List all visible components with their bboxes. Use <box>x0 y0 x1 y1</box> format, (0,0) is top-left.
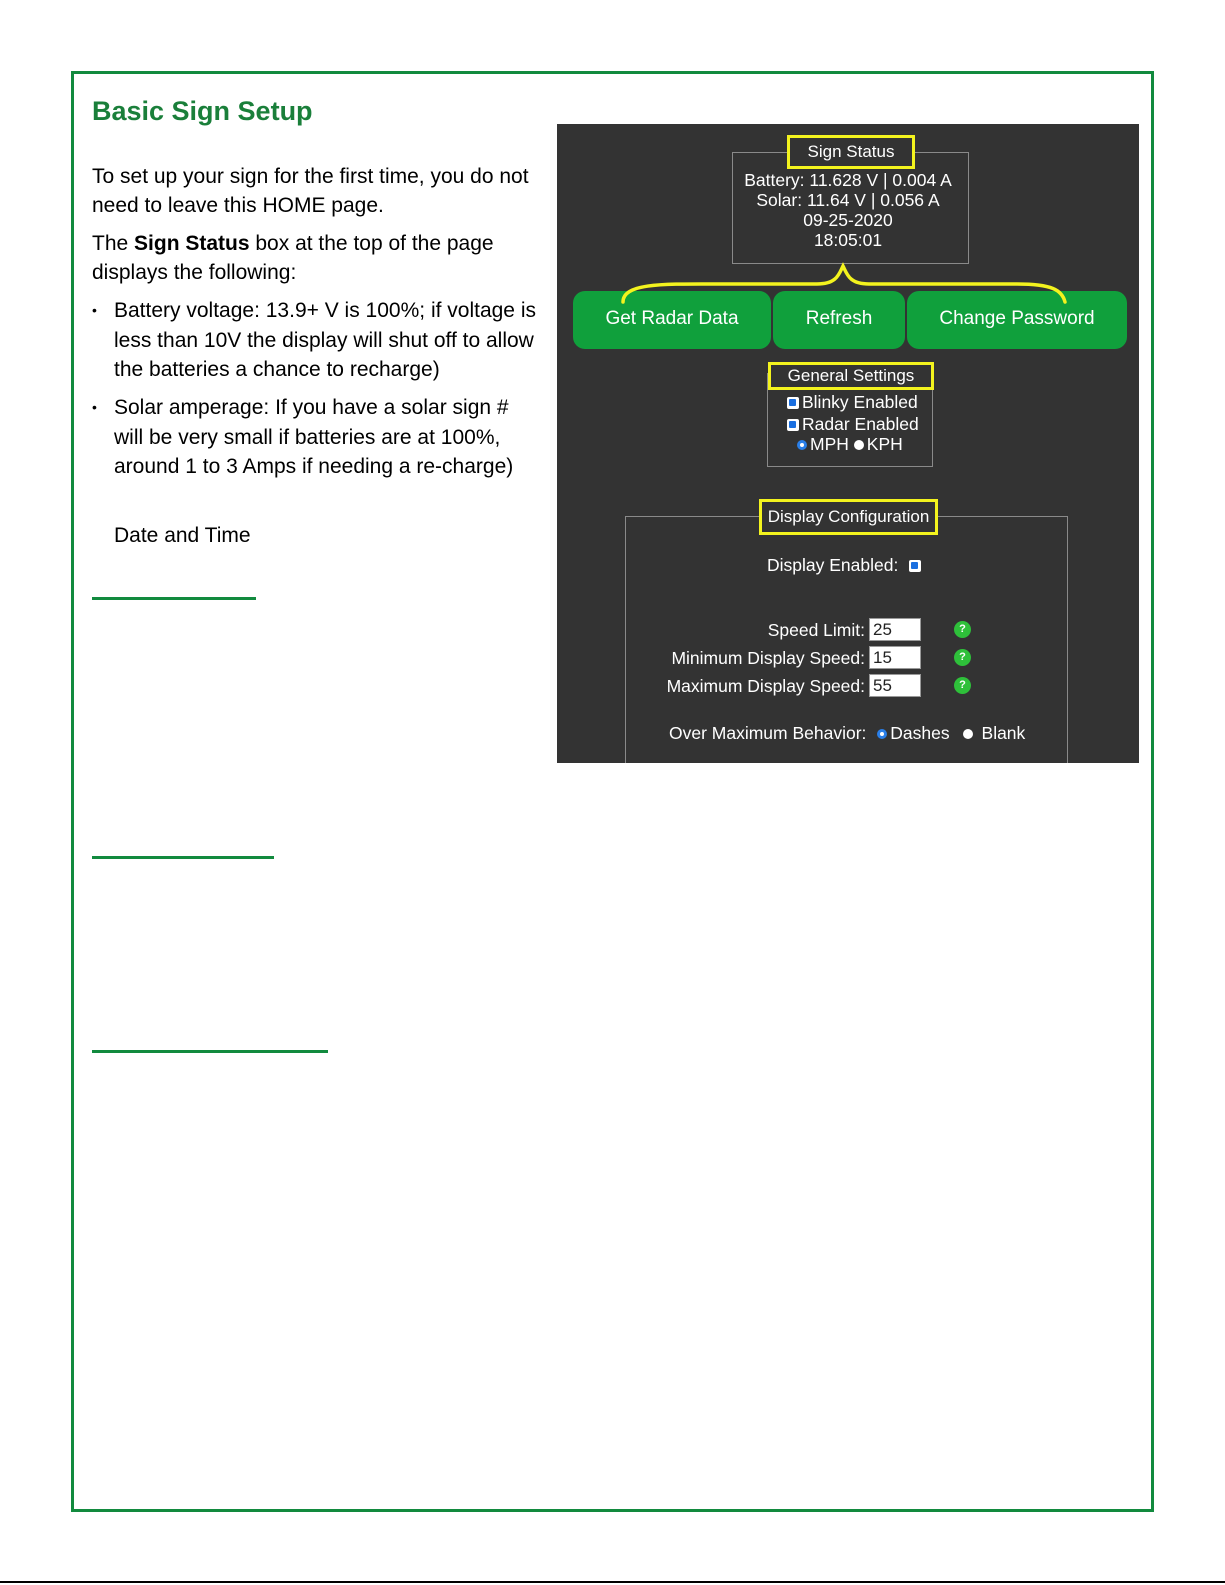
min-speed-input[interactable]: 15 <box>869 646 921 669</box>
speed-limit-help-icon[interactable]: ? <box>954 621 971 638</box>
over-max-row <box>669 723 1025 744</box>
mph-radio[interactable] <box>797 440 807 450</box>
max-speed-input[interactable]: 55 <box>869 674 921 697</box>
blinky-row <box>787 392 918 413</box>
status-suffix: box at the top of the page displays the following: <box>92 232 494 284</box>
blank-radio[interactable] <box>963 729 973 739</box>
intro-paragraph: To set up your sign for the first time, you do not need to leave this HOME page. <box>92 165 529 217</box>
solar-readout: Solar: 11.64 V | 0.056 A <box>756 190 940 210</box>
dashes-label: Dashes <box>890 723 950 743</box>
speed-limit-input[interactable]: 25 <box>869 618 921 641</box>
get-radar-data-button[interactable]: Get Radar Data <box>573 291 771 349</box>
mph-label: MPH <box>810 434 849 454</box>
max-speed-label: Maximum Display Speed: <box>666 676 865 696</box>
screenshot-panel <box>557 124 1139 763</box>
list-item <box>92 393 537 513</box>
radar-label: Radar Enabled <box>802 414 919 434</box>
units-row <box>797 434 903 455</box>
display-enabled-checkbox[interactable] <box>909 560 921 572</box>
battery-readout: Battery: 11.628 V | 0.004 A <box>744 170 952 190</box>
kph-radio[interactable] <box>854 440 864 450</box>
over-max-label: Over Maximum Behavior: <box>669 723 867 743</box>
refresh-button[interactable]: Refresh <box>773 291 905 349</box>
display-config-legend: Display Configuration <box>759 499 938 535</box>
date-readout: 09-25-2020 <box>803 210 893 230</box>
status-bold: Sign Status <box>134 232 250 255</box>
blank-label: Blank <box>981 723 1026 743</box>
divider <box>92 1050 328 1053</box>
min-speed-help-icon[interactable]: ? <box>954 649 971 666</box>
bullet-text: Solar amperage: If you have a solar sign # will be very small if batteries are at 100%, around 1 to 3 Amps if needing a re-charge) <box>114 396 514 478</box>
divider <box>92 597 256 600</box>
bullet-icon: • <box>92 302 97 318</box>
general-settings-legend: General Settings <box>768 362 934 390</box>
status-prefix: The <box>92 232 135 255</box>
kph-label: KPH <box>866 434 903 454</box>
blinky-label: Blinky Enabled <box>802 392 918 412</box>
brace-annotation <box>557 124 1139 324</box>
max-speed-help-icon[interactable]: ? <box>954 677 971 694</box>
date-time-item: Date and Time <box>114 524 251 547</box>
sign-status-legend: Sign Status <box>787 135 915 169</box>
bullet-text: Battery voltage: 13.9+ V is 100%; if voltage is less than 10V the display will shut off to allow the batteries a chance to recharge) <box>114 299 536 381</box>
radar-checkbox[interactable] <box>787 419 799 431</box>
page-bottom-rule <box>0 1581 1225 1583</box>
change-password-button[interactable]: Change Password <box>907 291 1127 349</box>
radar-row <box>787 414 919 435</box>
blinky-checkbox[interactable] <box>787 397 799 409</box>
speed-limit-label: Speed Limit: <box>767 620 865 640</box>
divider <box>92 856 274 859</box>
list-item <box>92 296 537 386</box>
page-title: Basic Sign Setup <box>92 96 313 126</box>
dashes-radio[interactable] <box>877 729 887 739</box>
time-readout: 18:05:01 <box>813 230 883 250</box>
display-enabled-row <box>767 555 924 576</box>
display-enabled-label: Display Enabled: <box>767 555 899 575</box>
bullet-icon: • <box>92 399 97 415</box>
status-paragraph <box>92 229 532 287</box>
min-speed-label: Minimum Display Speed: <box>671 648 865 668</box>
